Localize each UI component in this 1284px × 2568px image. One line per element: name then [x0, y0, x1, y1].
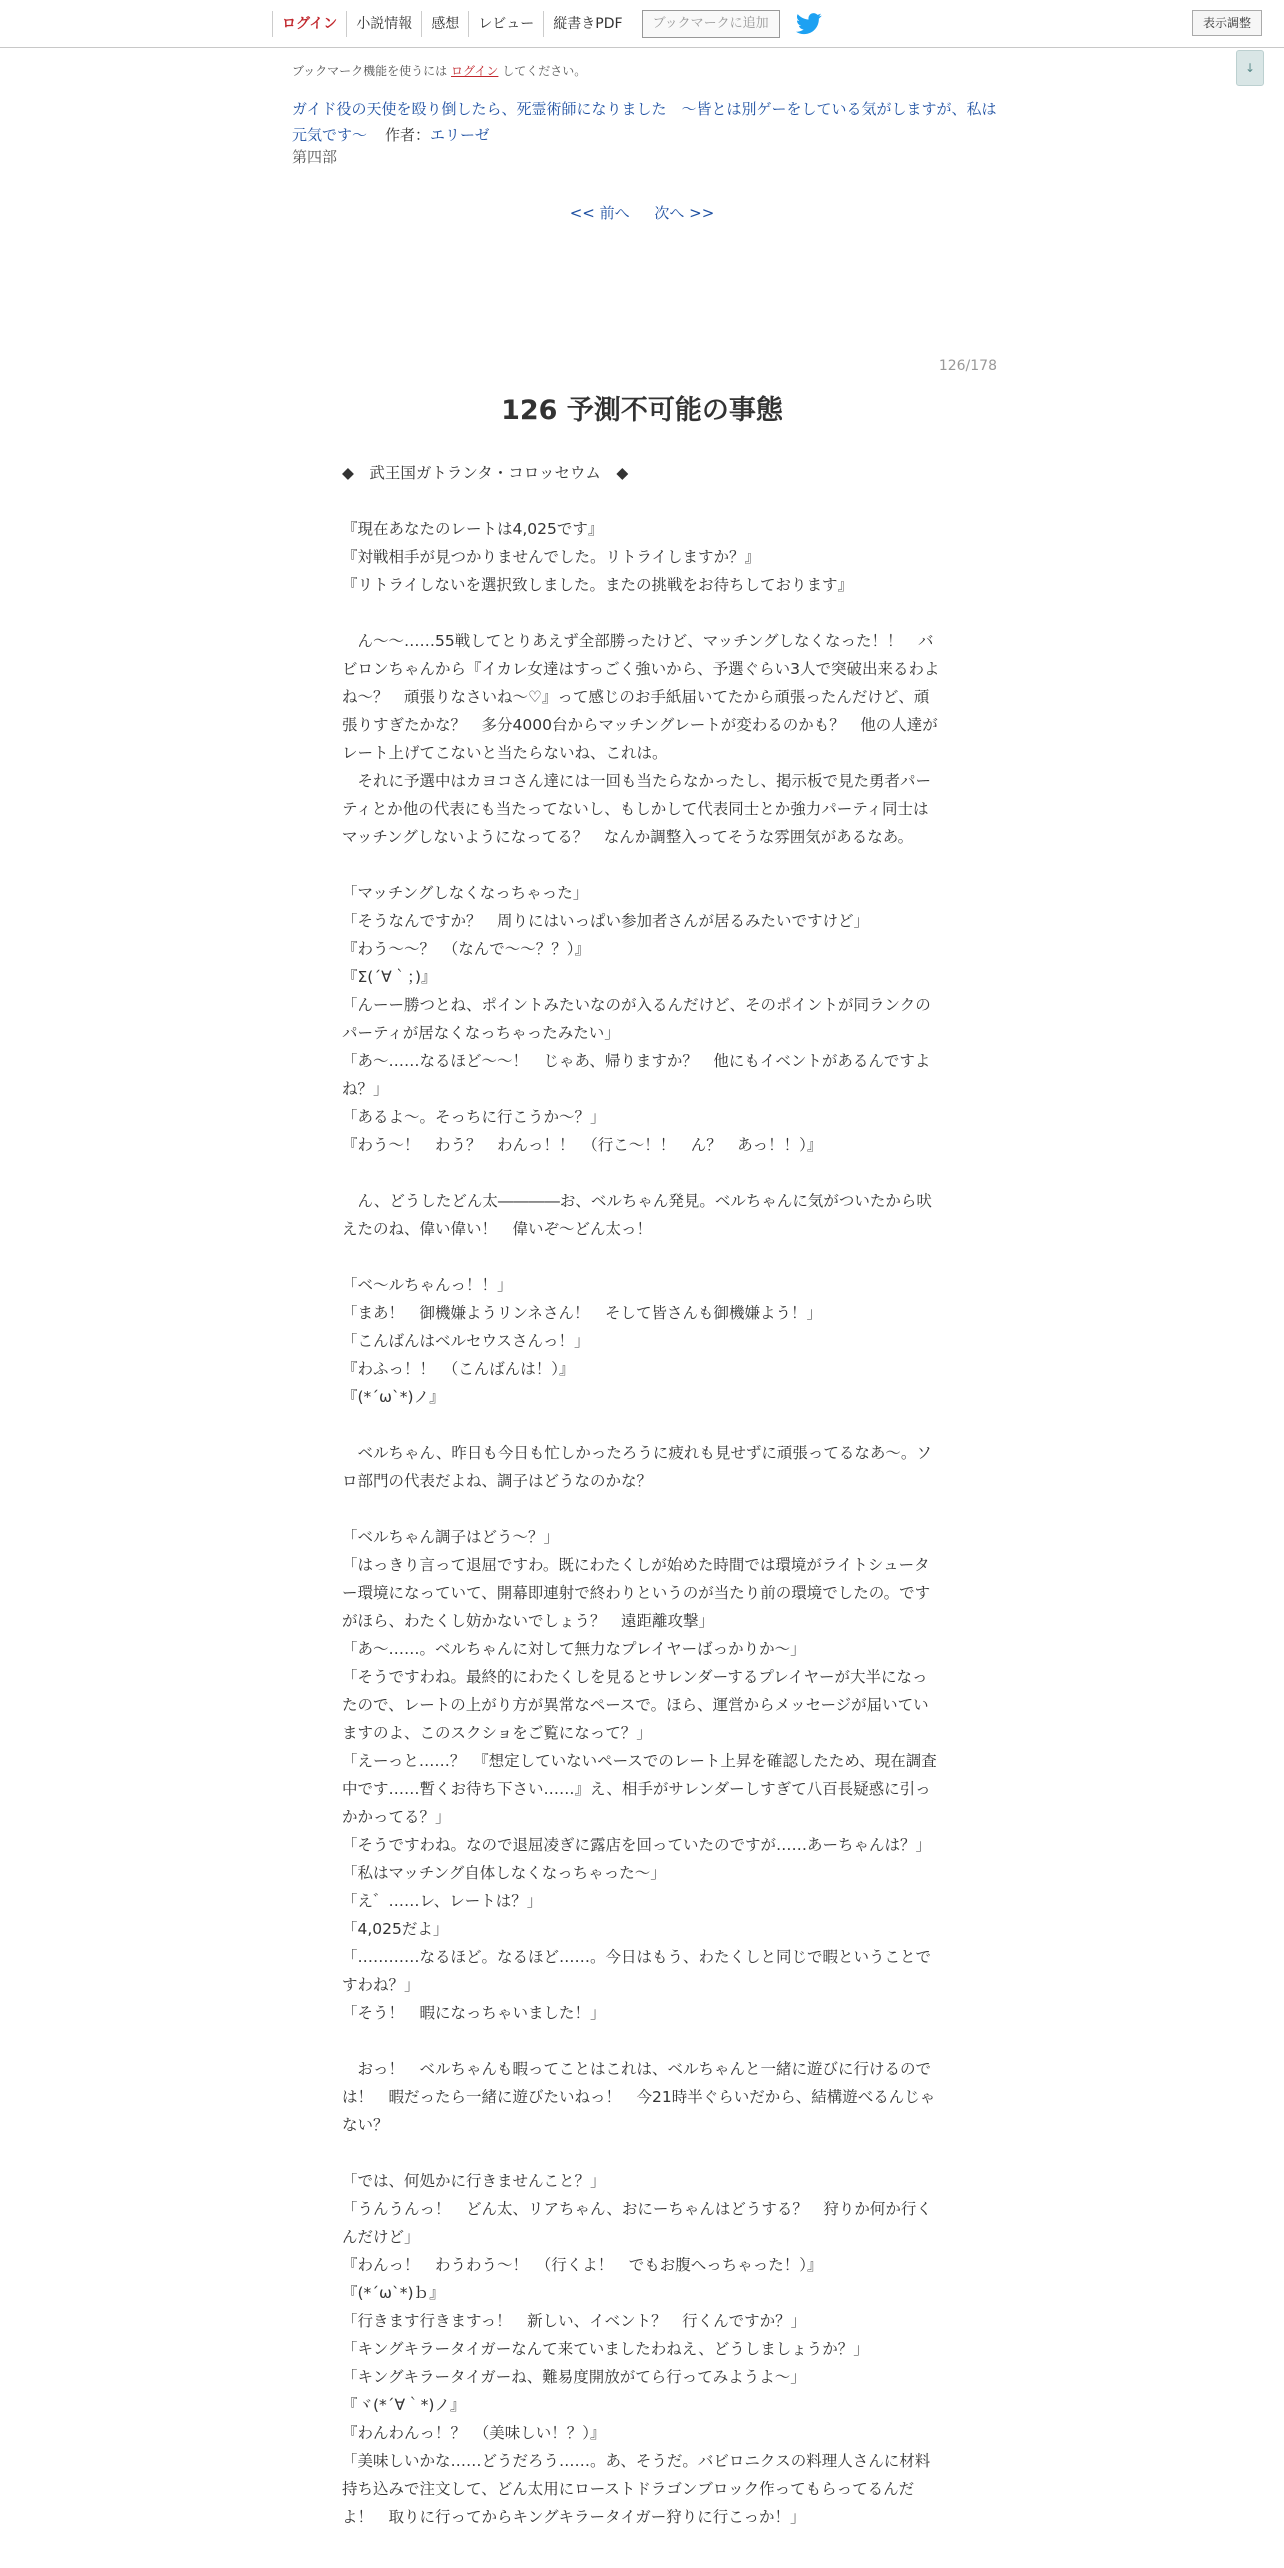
display-settings-button[interactable]: 表示調整 — [1192, 10, 1262, 36]
story-paragraph: 「え゛……レ、レートは？」 — [342, 1892, 543, 1910]
add-bookmark-button[interactable]: ブックマークに追加 — [642, 10, 780, 38]
scroll-down-tab[interactable]: ↓ — [1236, 50, 1264, 86]
episode-title: 126 予測不可能の事態 — [501, 395, 783, 426]
story-paragraph: 『(*´ω`*)ｂ』 — [342, 2284, 445, 2302]
story-paragraph: 「あ～……。ベルちゃんに対して無力なプレイヤーばっかりか～」 — [342, 1640, 806, 1658]
story-body — [342, 459, 942, 2531]
story-paragraph: 「そうですわね。なので退屈凌ぎに露店を回っていたのですが……あーちゃんは？」 — [342, 1836, 932, 1854]
twitter-bird-icon[interactable] — [796, 13, 822, 35]
story-paragraph: 『リトライしないを選択致しました。またの挑戦をお待ちしております』 — [342, 576, 854, 594]
story-paragraph — [342, 1411, 942, 1439]
story-paragraph: 「では、何処かに行きませんこと？」 — [342, 2172, 606, 2190]
story-paragraph: それに予選中はカヨコさん達には一回も当たらなかったし、掲示板で見た勇者パーティとか他の代表にも当たってないし、もしかして代表同士とか強力パーティ同士はマッチングしないようになってる？ なんか調整入ってそうな雰囲気があるなあ。 — [342, 772, 932, 846]
story-paragraph: 『ヾ(*´∀｀*)ノ』 — [342, 2396, 466, 2414]
story-paragraph: 「…………なるほど。なるほど……。今日はもう、わたくしと同じで暇ということですわね？」 — [342, 1948, 932, 1994]
story-paragraph: 『わふっ！！ （こんばんは！）』 — [342, 1360, 575, 1378]
bookmark-login-notice — [292, 62, 586, 79]
story-paragraph: 『現在あなたのレートは4,025です』 — [342, 520, 604, 538]
story-paragraph: 「あるよ～。そっちに行こうか～？」 — [342, 1108, 606, 1126]
vertical-pdf-link[interactable]: 縦書きPDF — [543, 11, 631, 37]
story-paragraph: おっ！ ベルちゃんも暇ってことはこれは、ベルちゃんと一緒に遊びに行けるのでは！ 暇だったら一緒に遊びたいねっ！ 今21時半ぐらいだから、結構遊べるんじゃない？ — [342, 2060, 936, 2134]
story-paragraph: 『Σ(´∀｀；)』 — [342, 968, 437, 986]
next-episode-link[interactable]: 次へ >> — [654, 204, 715, 222]
notice-suffix: してください。 — [502, 64, 587, 78]
episode-number: 126/178 — [938, 358, 997, 374]
story-paragraph: 「美味しいかな……どうだろう……。あ、そうだ。バビロニクスの料理人さんに材料持ち込みで注文して、どん太用にローストドラゴンブロック作ってもらってるんだよ！ 取りに行ってからキングキラータイガー狩りに行こっか！」 — [342, 2452, 931, 2526]
notice-login-link[interactable]: ログイン — [451, 64, 499, 78]
prev-episode-link[interactable]: << 前へ — [569, 204, 630, 222]
story-paragraph: ん、どうしたどん太――――お、ベルちゃん発見。ベルちゃんに気がついたから吠えたのね、偉い偉い！ 偉いぞ～どん太っ！ — [342, 1192, 932, 1238]
story-paragraph — [342, 599, 942, 627]
story-paragraph: 『わう～～？ （なんで～～？？）』 — [342, 940, 591, 958]
story-paragraph: 「4,025だよ」 — [342, 1920, 449, 1938]
story-paragraph: 「えーっと……？ 『想定していないペースでのレート上昇を確認したため、現在調査中です……暫くお待ち下さい……』え、相手がサレンダーしすぎて八百長疑惑に引っかかってる？」 — [342, 1752, 937, 1826]
story-paragraph: 「ベ～ルちゃんっ！！」 — [342, 1276, 513, 1294]
review-link[interactable]: レビュー — [468, 11, 543, 37]
story-paragraph: 「うんうんっ！ どん太、リアちゃん、おにーちゃんはどうする？ 狩りか何か行くんだけど」 — [342, 2200, 932, 2246]
story-paragraph: 「行きます行きますっ！ 新しい、イベント？ 行くんですか？」 — [342, 2312, 807, 2330]
novel-info-link[interactable]: 小説情報 — [346, 11, 421, 37]
story-paragraph: 『対戦相手が見つかりませんでした。リトライしますか？』 — [342, 548, 761, 566]
novel-title-block — [292, 96, 1002, 148]
story-paragraph: 「こんばんはベルセウスさんっ！」 — [342, 1332, 590, 1350]
story-paragraph: ◆ 武王国ガトランタ・コロッセウム ◆ — [342, 464, 629, 482]
header-nav — [272, 8, 822, 40]
story-paragraph: 『(*´ω`*)ノ』 — [342, 1388, 445, 1406]
notice-prefix: ブックマーク機能を使うには — [292, 64, 448, 78]
story-paragraph — [342, 1243, 942, 1271]
top-navigation-bar — [0, 0, 1284, 48]
story-paragraph: 「はっきり言って退屈ですわ。既にわたくしが始めた時間では環境がライトシューター環境になっていて、開幕即連射で終わりというのが当たり前の環境でしたの。ですがほら、わたくし妨かないでしょう？ 遠距離攻撃」 — [342, 1556, 931, 1630]
story-paragraph — [342, 487, 942, 515]
chapter-name: 第四部 — [292, 148, 338, 166]
story-paragraph — [342, 1159, 942, 1187]
author-link[interactable]: エリーゼ — [430, 126, 490, 144]
story-paragraph — [342, 1495, 942, 1523]
story-paragraph: 「私はマッチング自体しなくなっちゃった～」 — [342, 1864, 666, 1882]
story-paragraph — [342, 2027, 942, 2055]
story-paragraph: 「キングキラータイガーね、難易度開放がてら行ってみようよ～」 — [342, 2368, 806, 2386]
story-paragraph: 「キングキラータイガーなんて来ていましたわねえ、どうしましょうか？」 — [342, 2340, 869, 2358]
story-paragraph: 「まあ！ 御機嫌ようリンネさん！ そして皆さんも御機嫌よう！」 — [342, 1304, 823, 1322]
impressions-link[interactable]: 感想 — [421, 11, 468, 37]
story-paragraph: 「んーー勝つとね、ポイントみたいなのが入るんだけど、そのポイントが同ランクのパーティが居なくなっちゃったみたい」 — [342, 996, 931, 1042]
story-paragraph — [342, 2139, 942, 2167]
novel-title-link[interactable]: ガイド役の天使を殴り倒したら、死霊術師になりました ～皆とは別ゲーをしている気がしますが、私は元気です～ — [292, 100, 997, 144]
story-paragraph: 「そうなんですか？ 周りにはいっぱい参加者さんが居るみたいですけど」 — [342, 912, 870, 930]
story-paragraph: 『わんわんっ！？ （美味しい！？）』 — [342, 2424, 606, 2442]
story-paragraph: 『わんっ！ わうわう～！ （行くよ！ でもお腹へっちゃった！）』 — [342, 2256, 823, 2274]
story-paragraph: 「あ～……なるほど～～！ じゃあ、帰りますか？ 他にもイベントがあるんですよね？」 — [342, 1052, 931, 1098]
author-label: 作者： — [385, 126, 431, 144]
story-paragraph: ベルちゃん、昨日も今日も忙しかったろうに疲れも見せずに頑張ってるなあ～。ソロ部門の代表だよね、調子はどうなのかな？ — [342, 1444, 932, 1490]
story-paragraph: 「そう！ 暇になっちゃいました！」 — [342, 2004, 606, 2022]
story-paragraph: 「マッチングしなくなっちゃった」 — [342, 884, 589, 902]
story-paragraph: 『わう～！ わう？ わんっ！！ （行こ～！！ ん？ あっ！！）』 — [342, 1136, 823, 1154]
story-paragraph — [342, 851, 942, 879]
login-link[interactable]: ログイン — [272, 11, 346, 37]
story-paragraph: 「ベルちゃん調子はどう～？」 — [342, 1528, 560, 1546]
episode-pager — [0, 202, 1284, 223]
story-paragraph: 「そうですわね。最終的にわたくしを見るとサレンダーするプレイヤーが大半になったので、レートの上がり方が異常なペースで。ほら、運営からメッセージが届いていますのよ、このスクショをご覧になって？」 — [342, 1668, 929, 1742]
story-paragraph: ん～～……55戦してとりあえず全部勝ったけど、マッチングしなくなった！！ バビロンちゃんから『イカレ女達はすっごく強いから、予選ぐらい3人で突破出来るわよね～？ 頑張りなさいね～♡』って感じのお手紙届いてたから頑張ったんだけど、頑張りすぎたかな？ 多分4000台からマッチングレートが変わるのかも？ 他の人達がレート上げてこないと当たらないね、これは。 — [342, 632, 940, 762]
